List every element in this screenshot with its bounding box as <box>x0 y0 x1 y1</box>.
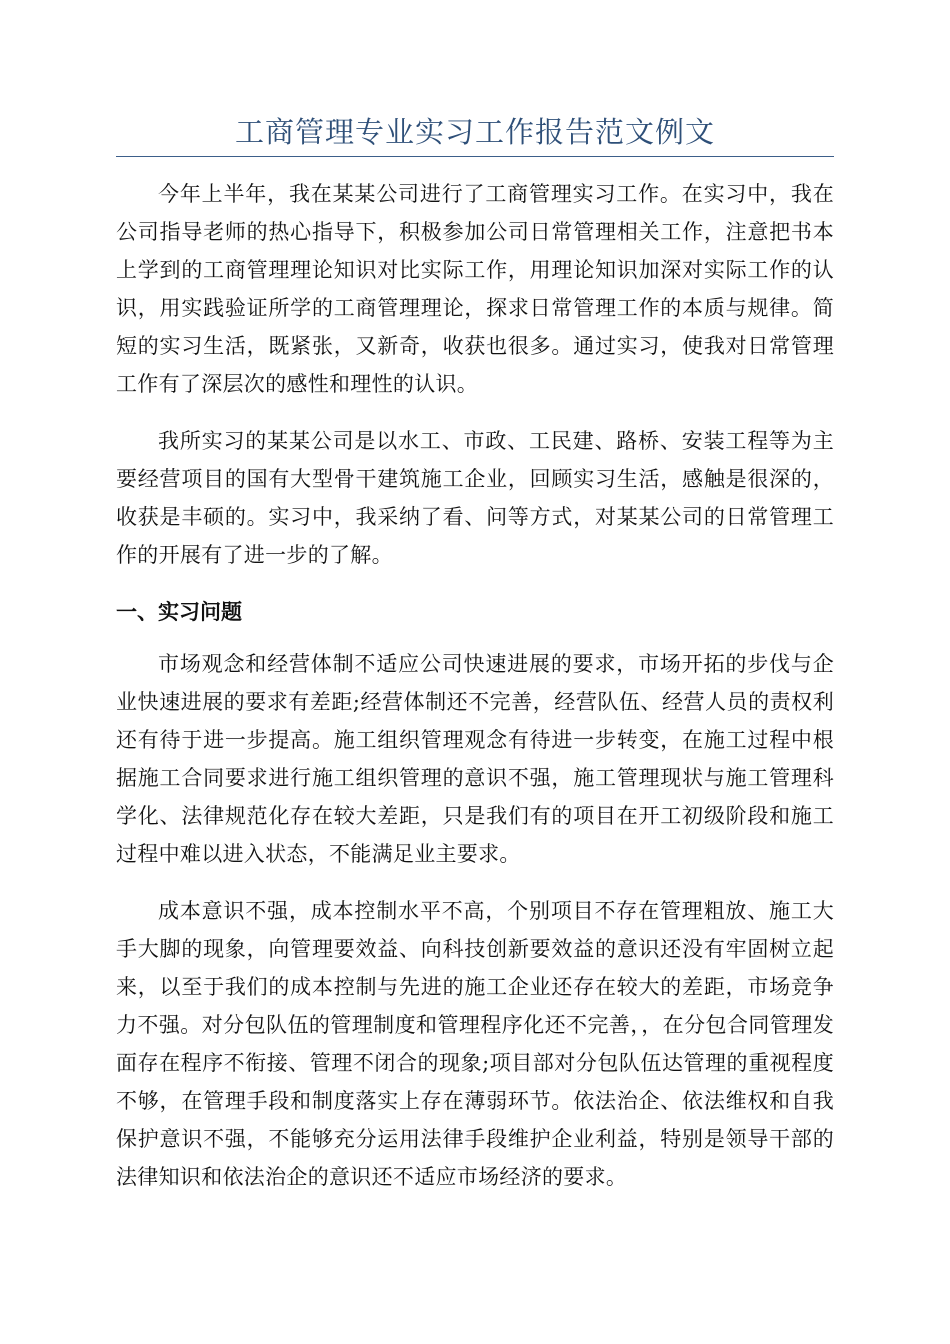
title-block <box>116 108 834 157</box>
section1-paragraph-1: 市场观念和经营体制不适应公司快速进展的要求，市场开拓的步伐与企业快速进展的要求有差距;经营体制还不完善，经营队伍、经营人员的责权利还有待于进一步提高。施工组织管理观念有待进一步转变，在施工过程中根据施工合同要求进行施工组织管理的意识不强，施工管理现状与施工管理科学化、法律规范化存在较大差距，只是我们有的项目在开工初级阶段和施工过程中难以进入状态，不能满足业主要求。 <box>116 652 834 866</box>
section1-paragraph-2: 成本意识不强，成本控制水平不高，个别项目不存在管理粗放、施工大手大脚的现象，向管理要效益、向科技创新要效益的意识还没有牢固树立起来，以至于我们的成本控制与先进的施工企业还存在较大的差距，市场竞争力不强。对分包队伍的管理制度和管理程序化还不完善，，在分包合同管理发面存在程序不衔接、管理不闭合的现象;项目部对分包队伍达管理的重视程度不够，在管理手段和制度落实上存在薄弱环节。依法治企、依法维权和自我保护意识不强，不能够充分运用法律手段维护企业利益，特别是领导干部的法律知识和依法治企的意识还不适应市场经济的要求。 <box>116 899 834 1189</box>
document-title: 工商管理专业实习工作报告范文例文 <box>234 115 715 149</box>
document-body <box>116 175 834 1215</box>
intro-paragraph-1: 今年上半年，我在某某公司进行了工商管理实习工作。在实习中，我在公司指导老师的热心指导下，积极参加公司日常管理相关工作，注意把书本上学到的工商管理理论知识对比实际工作，用理论知识加深对实际工作的认识，用实践验证所学的工商管理理论，探求日常管理工作的本质与规律。简短的实习生活，既紧张，又新奇，收获也很多。通过实习，使我对日常管理工作有了深层次的感性和理性的认识。 <box>116 182 834 396</box>
section-heading-internship-problems: 一、实习问题 <box>116 599 242 624</box>
intro-paragraph-2: 我所实习的某某公司是以水工、市政、工民建、路桥、安装工程等为主要经营项目的国有大型骨干建筑施工企业，回顾实习生活，感触是很深的，收获是丰硕的。实习中，我采纳了看、问等方式，对某某公司的日常管理工作的开展有了进一步的了解。 <box>116 429 834 567</box>
